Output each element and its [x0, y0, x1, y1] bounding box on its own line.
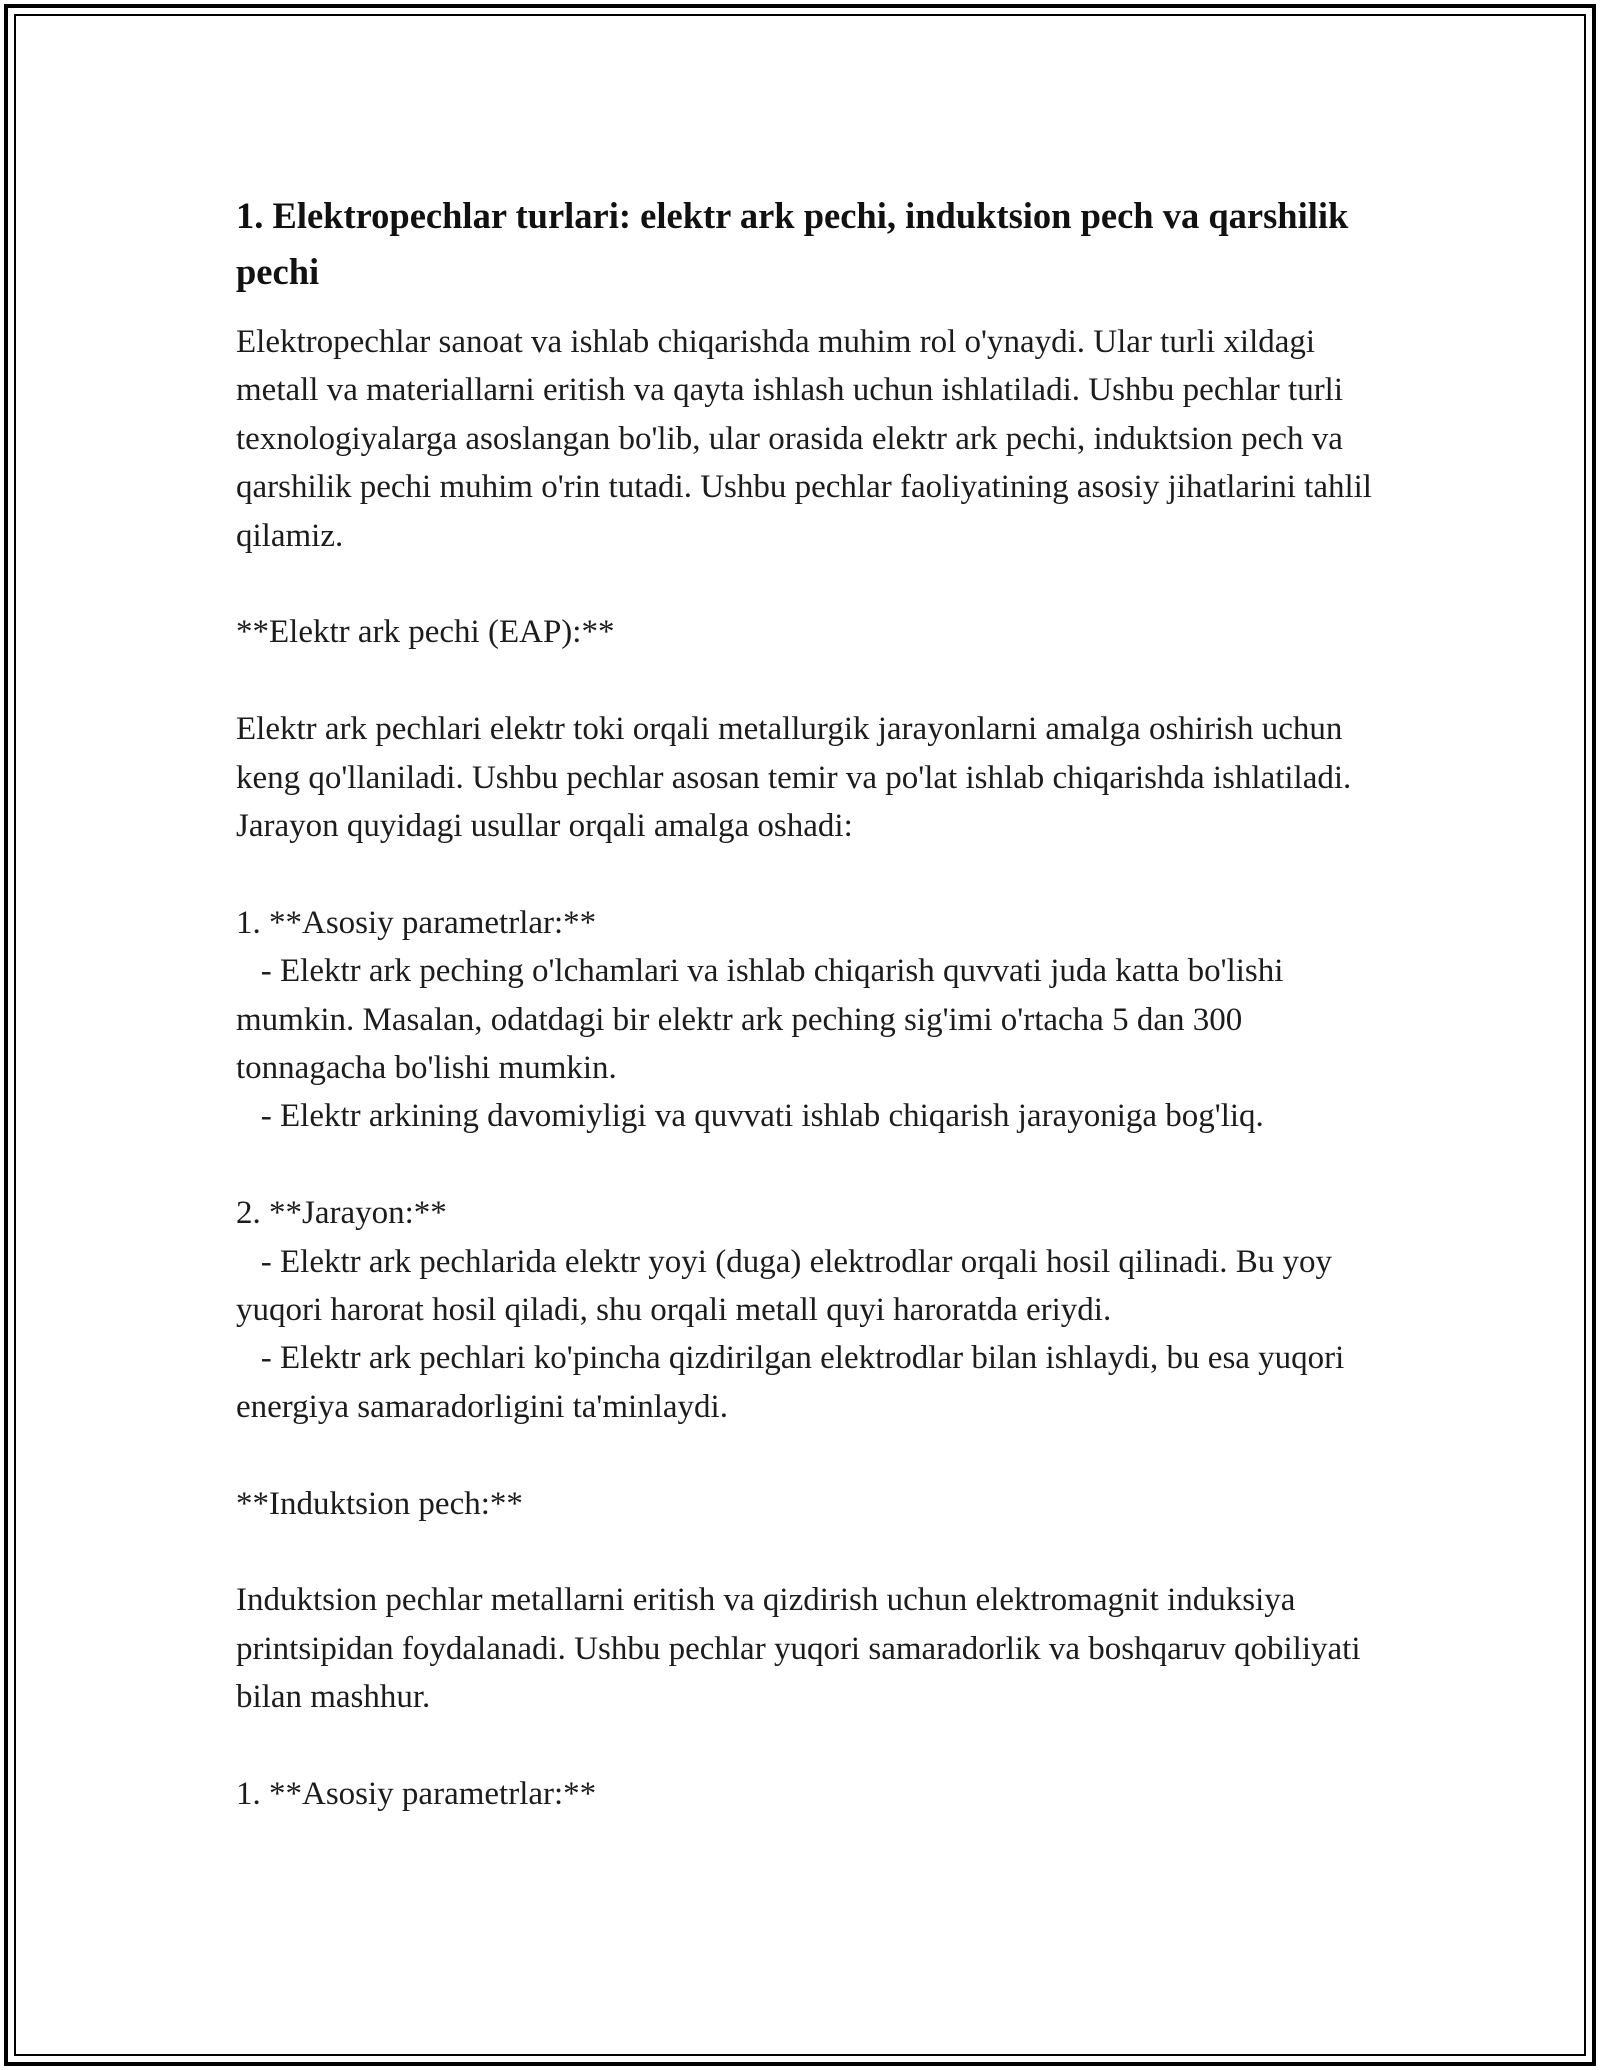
eap-params-heading: 1. **Asosiy parametrlar:** — [236, 904, 597, 941]
spacer — [236, 1528, 1376, 1576]
eap-process-item-1: - Elektr ark pechlarida elektr yoyi (duga) elektrodlar orqali hosil qilinadi. Bu yoy yuqori harorat hosil qiladi, shu orqali metall quyi haroratda eriydi. — [236, 1243, 1341, 1329]
spacer — [236, 850, 1376, 898]
eap-heading: **Elektr ark pechi (EAP):** — [236, 614, 615, 651]
spacer — [236, 1141, 1376, 1189]
eap-params-item-1: - Elektr ark peching o'lchamlari va ishlab chiqarish quvvati juda katta bo'lishi mumkin. Masalan, odatdagi bir elektr ark peching sig'imi o'rtacha 5 dan 300 tonnagacha bo'lishi mumkin. — [236, 953, 1292, 1087]
spacer — [236, 560, 1376, 608]
spacer — [236, 1431, 1376, 1479]
eap-paragraph: Elektr ark pechlari elektr toki orqali metallurgik jarayonlarni amalga oshirish uchun keng qo'llaniladi. Ushbu pechlar asosan temir va po'lat ishlab chiqarishda ishlatiladi. Jarayon quyidagi usullar orqali amalga oshadi: — [236, 711, 1360, 845]
induction-params-heading: 1. **Asosiy parametrlar:** — [236, 1776, 597, 1813]
intro-paragraph: Elektropechlar sanoat va ishlab chiqarishda muhim rol o'ynaydi. Ular turli xildagi metall va materiallarni eritish va qayta ishlash uchun ishlatiladi. Ushbu pechlar turli texnologiyalarga asoslangan bo'lib, ular orasida elektr ark pechi, induktsion pech va qarshilik pechi muhim o'rin tutadi. Ushbu pechlar faoliyatining asosiy jihatlarini tahlil qilamiz. — [236, 324, 1381, 554]
eap-params-item-2: - Elektr arkining davomiyligi va quvvati ishlab chiqarish jarayoniga bog'liq. — [236, 1098, 1264, 1135]
document-title: 1. Elektropechlar turlari: elektr ark pechi, induktsion pech va qarshilik pechi — [236, 195, 1349, 292]
document-body — [236, 188, 1381, 1818]
spacer — [236, 1722, 1376, 1770]
eap-process-item-2: - Elektr ark pechlari ko'pincha qizdirilgan elektrodlar bilan ishlaydi, bu esa yuqori energiya samaradorligini ta'minlaydi. — [236, 1340, 1353, 1425]
spacer — [236, 657, 1376, 705]
eap-process-heading: 2. **Jarayon:** — [236, 1195, 447, 1232]
induction-heading: **Induktsion pech:** — [236, 1485, 523, 1522]
induction-paragraph: Induktsion pechlar metallarni eritish va qizdirish uchun elektromagnit induksiya printsipidan foydalanadi. Ushbu pechlar yuqori samaradorlik va boshqaruv qobiliyati bilan mashhur. — [236, 1582, 1369, 1716]
